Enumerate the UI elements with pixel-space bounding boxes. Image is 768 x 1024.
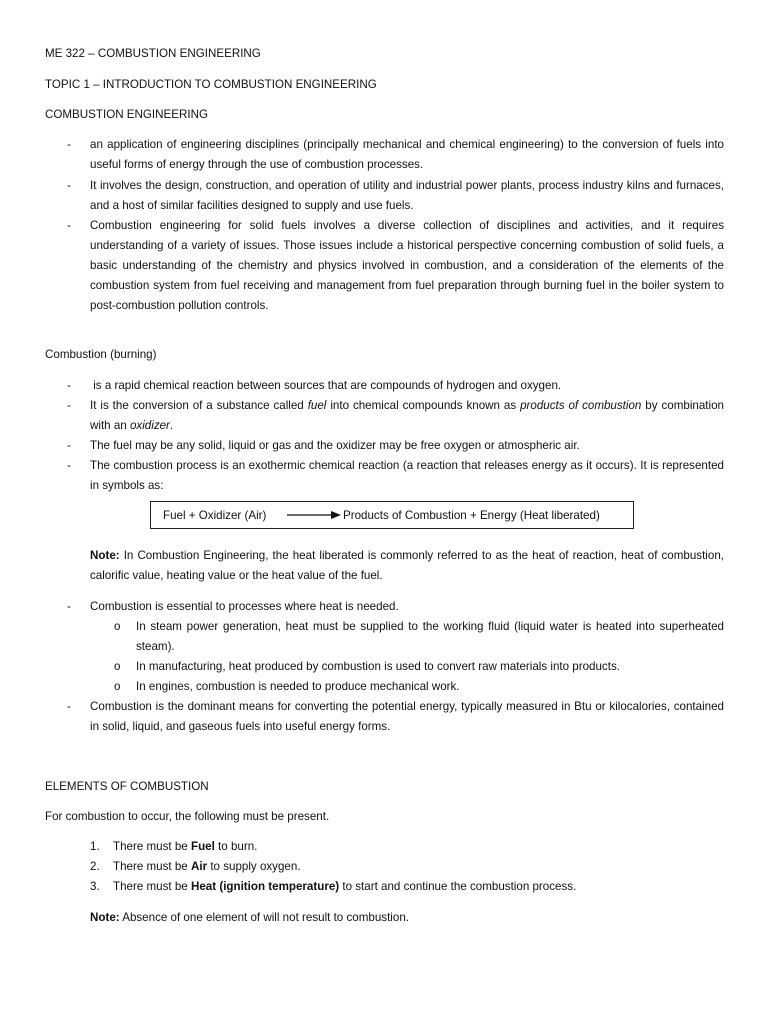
bullet-marker: - [67, 439, 71, 452]
element-fuel [113, 837, 257, 857]
sub-bullet-marker: o [114, 660, 121, 673]
element-text: to burn. [214, 840, 258, 853]
element-text: There must be [113, 860, 191, 873]
sub-item-2: In manufacturing, heat produced by combustion is used to convert raw materials into products. [136, 660, 620, 673]
equation-box [150, 501, 634, 529]
elements-intro: For combustion to occur, the following must be present. [45, 810, 330, 823]
element-heat [113, 877, 576, 897]
combustion-item-3: The fuel may be any solid, liquid or gas and the oxidizer may be free oxygen or atmospheric air. [90, 439, 580, 452]
arrow-right-icon [287, 510, 341, 520]
list-number: 3. [90, 880, 100, 893]
combustion-title: Combustion (burning) [45, 348, 157, 361]
bullet-marker: - [67, 700, 71, 713]
combustion-item-1: is a rapid chemical reaction between sources that are compounds of hydrogen and oxygen. [90, 379, 562, 392]
intro-item-2: It involves the design, construction, and operation of utility and industrial power plants, process industry kilns and furnaces, and a host of similar facilities designed to supply and use fuels. [90, 179, 724, 212]
intro-item-1: an application of engineering disciplines (principally mechanical and chemical engineering) to the conversion of fuels into useful forms of energy through the use of combustion processes. [90, 138, 724, 171]
sub-item-1: In steam power generation, heat must be supplied to the working fluid (liquid water is heated into superheated steam). [136, 620, 724, 653]
sub-bullet-marker: o [114, 620, 121, 633]
combustion-item-2 [90, 396, 724, 436]
bullet-marker: - [67, 600, 71, 613]
bullet-marker: - [67, 179, 71, 192]
item2-text-d: . [169, 419, 174, 432]
equation-reactants: Fuel + Oxidizer (Air) [163, 509, 267, 522]
heat-note [90, 546, 724, 586]
item2-oxidizer-term: oxidizer [129, 419, 170, 432]
sub-bullet-marker: o [114, 680, 121, 693]
bullet-marker: - [67, 138, 71, 151]
equation-products: Products of Combustion + Energy (Heat liberated) [343, 509, 600, 522]
item2-text-a: It is the conversion of a substance called [90, 399, 308, 412]
combustion-item-6: Combustion is the dominant means for converting the potential energy, typically measured in Btu or kilocalories, contained in solid, liquid, and gaseous fuels into useful energy forms. [90, 700, 724, 733]
combustion-item-5: Combustion is essential to processes where heat is needed. [90, 600, 399, 613]
section-title: COMBUSTION ENGINEERING [45, 108, 208, 121]
bullet-marker: - [67, 399, 71, 412]
item2-products-term: products of combustion [520, 399, 642, 412]
bullet-marker: - [67, 459, 71, 472]
list-number: 2. [90, 860, 100, 873]
elements-note [90, 908, 724, 928]
element-keyword: Heat (ignition temperature) [190, 880, 340, 893]
note-label: Note: [90, 911, 120, 924]
element-text: to supply oxygen. [207, 860, 301, 873]
intro-item-3: Combustion engineering for solid fuels involves a diverse collection of disciplines and activities, and it requires understanding of a variety of issues. Those issues include a historical perspective concerning combustion of solid fuels, a basic understanding of the chemistry and physics involved in combustion, and a consideration of the elements of the combustion system from fuel receiving and management from fuel preparation through burning fuel in the boiler system to post-combustion pollution controls. [90, 219, 724, 312]
item2-text-c: by combination with an [90, 399, 724, 432]
element-air [113, 857, 301, 877]
item2-text-b: into chemical compounds known as [326, 399, 521, 412]
item2-fuel-term: fuel [307, 399, 327, 412]
element-text: to start and continue the combustion process. [339, 880, 577, 893]
element-keyword: Fuel [190, 840, 215, 853]
topic-title: TOPIC 1 – INTRODUCTION TO COMBUSTION ENGINEERING [45, 78, 377, 91]
sub-item-3: In engines, combustion is needed to produce mechanical work. [136, 680, 460, 693]
note-text: Absence of one element of will not result to combustion. [119, 911, 409, 924]
note-text: In Combustion Engineering, the heat liberated is commonly referred to as the heat of reaction, heat of combustion, calorific value, heating value or the heat value of the fuel. [90, 549, 724, 582]
bullet-marker: - [67, 219, 71, 232]
element-text: There must be [113, 840, 191, 853]
course-title: ME 322 – COMBUSTION ENGINEERING [45, 47, 261, 60]
list-number: 1. [90, 840, 100, 853]
elements-title: ELEMENTS OF COMBUSTION [45, 780, 209, 793]
element-keyword: Air [190, 860, 208, 873]
note-label: Note: [90, 549, 120, 562]
element-text: There must be [113, 880, 191, 893]
bullet-marker: - [67, 379, 71, 392]
combustion-item-4: The combustion process is an exothermic chemical reaction (a reaction that releases energy as it occurs). It is represented in symbols as: [90, 459, 724, 492]
